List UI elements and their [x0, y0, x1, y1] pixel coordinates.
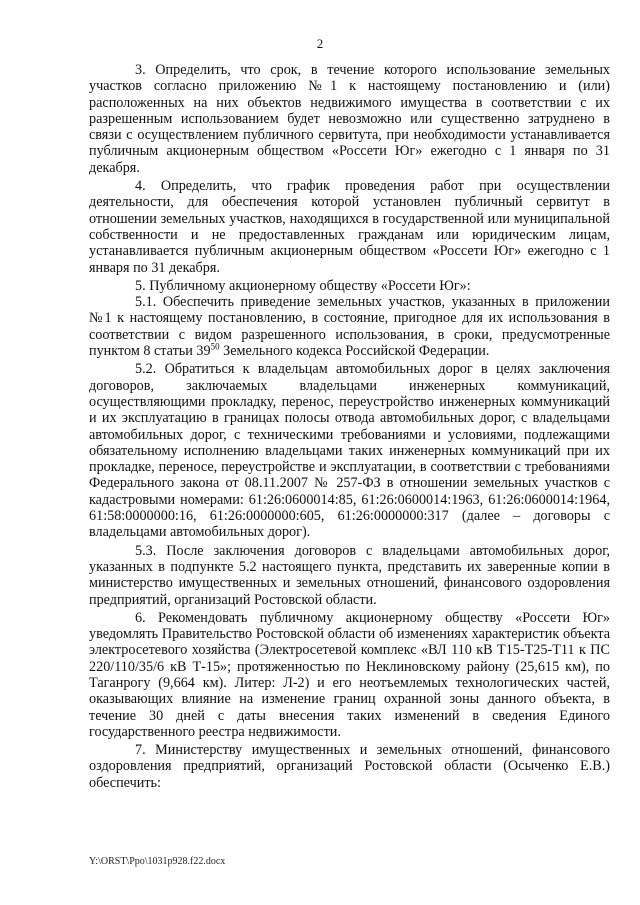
paragraph-5-1: [89, 294, 610, 359]
paragraph-5-2: 5.2. Обратиться к владельцам автомобильных дорог в целях заключения договоров, заключаемых владельцами инженерных коммуникаций, осуществляющими прокладку, перенос, переустройство инженерных коммуникаций и их эксплуатацию в границах полосы отвода автомобильных дорог, с владельцами автомобильных дорог, с техническими требованиями и условиями, подлежащими обязательному исполнению владельцами таких инженерных коммуникаций при их прокладке, переносе, переустройстве и эксплуатации, в соответствии с требованиями Федерального закона от 08.11.2007 № 257-ФЗ в отношении земельных участков с кадастровыми номерами: 61:26:0600014:85, 61:26:0600014:1963, 61:26:0600014:1964, 61:58:0000000:16, 61:26:0000000:605, 61:26:0000000:317 (далее – договоры с владельцами автомобильных дорог).: [89, 361, 610, 541]
footer-file-path: Y:\ORST\Ppo\1031p928.f22.docx: [89, 856, 226, 867]
page-number: 2: [316, 36, 324, 51]
paragraph-6: 6. Рекомендовать публичному акционерному обществу «Россети Юг» уведомлять Правительство Ростовской области об изменениях характеристик объекта электросетевого хозяйства (Электросетевой комплекс «ВЛ 110 кВ Т15-Т25-Т11 к ПС 220/110/35/6 кВ Т-15»; протяженностью по Неклиновскому району (25,615 км), по Таганрогу (9,664 км). Литер: Л-2) и его неотъемлемых технологических частей, оказывающих влияние на изменение границ охранной зоны данного объекта, в течение 30 дней с даты внесения таких изменений в сведения Единого государственного реестра недвижимости.: [89, 609, 610, 740]
paragraph-5-1-tail: Земельного кодекса Российской Федерации.: [219, 343, 490, 360]
paragraph-5: 5. Публичному акционерному обществу «Россети Юг»:: [135, 277, 471, 294]
article-superscript: 50: [210, 341, 220, 352]
paragraph-3: 3. Определить, что срок, в течение которого использование земельных участков согласно приложению №1 к настоящему постановлению и (или) расположенных на них объектов недвижимого имущества в соответствии с их разрешенным использованием будет невозможно или существенно затруднено в связи с осуществлением публичного сервитута, при необходимости устанавливается публичным акционерным обществом «Россети Юг» ежегодно с 1 января по 31 декабря.: [89, 62, 610, 176]
paragraph-4: 4. Определить, что график проведения работ при осуществлении деятельности, для обеспечения которой установлен публичный сервитут в отношении земельных участков, находящихся в государственной или муниципальной собственности и не предоставленных гражданам или юридическим лицам, устанавливается публичным акционерным обществом «Россети Юг» ежегодно с 1 января по 31 декабря.: [89, 178, 610, 276]
paragraph-7: 7. Министерству имущественных и земельных отношений, финансового оздоровления предприятий, организаций Ростовской области (Осыченко Е.В.) обеспечить:: [89, 742, 610, 791]
paragraph-5-3: 5.3. После заключения договоров с владельцами автомобильных дорог, указанных в подпункте 5.2 настоящего пункта, представить их заверенные копии в министерство имущественных и земельных отношений, финансового оздоровления предприятий, организаций Ростовской области.: [89, 542, 610, 608]
paragraph-5-1-text: 5.1. Обеспечить приведение земельных участков, указанных в приложении №1 к настоящему постановлению, в состояние, пригодное для их использования в соответствии с видом разрешенного использования, в сроки, предусмотренные пунктом 8 статьи 39: [89, 294, 610, 360]
document-body: [89, 62, 610, 791]
